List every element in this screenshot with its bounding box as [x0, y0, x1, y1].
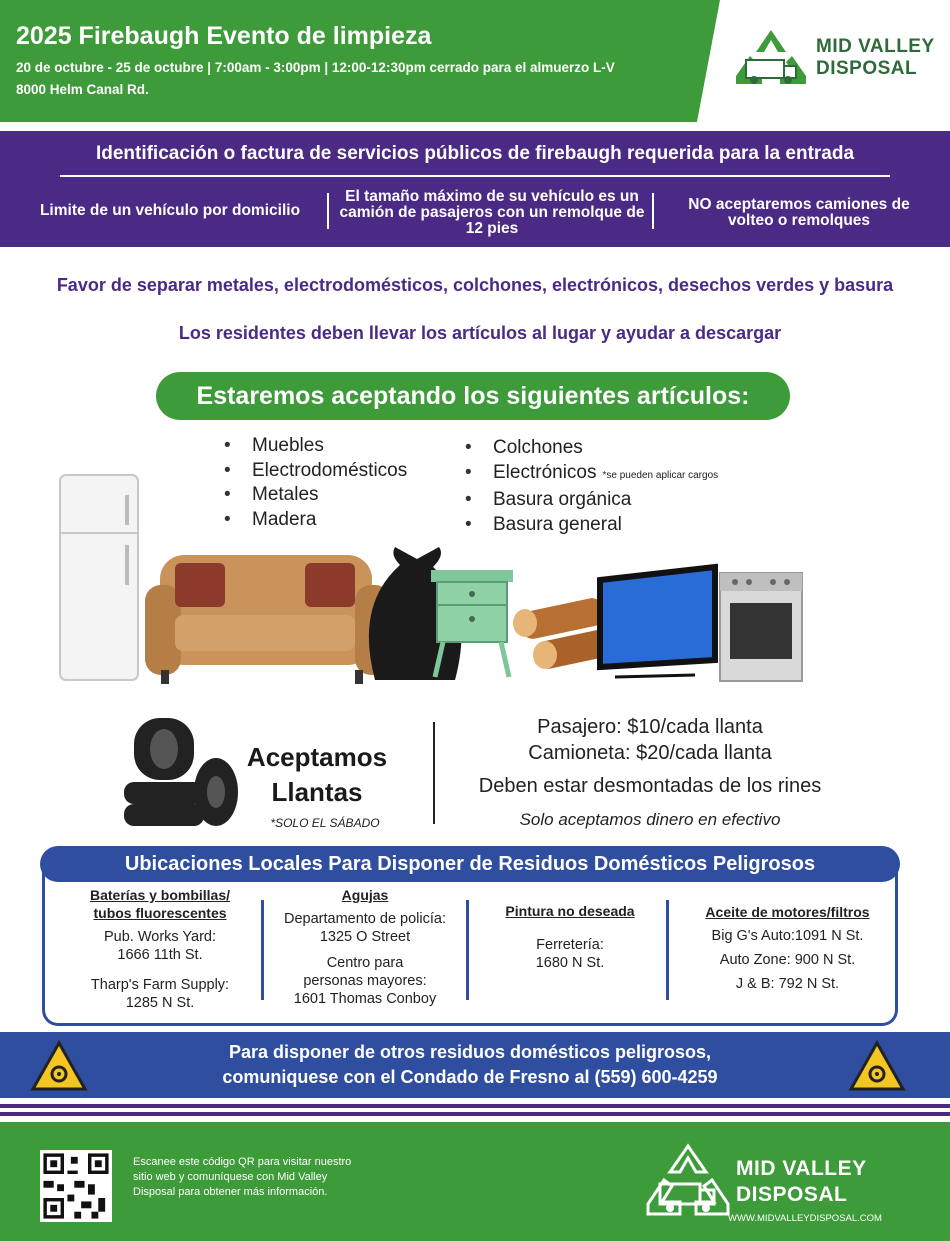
- logo-line-2: DISPOSAL: [736, 1183, 848, 1206]
- website-url[interactable]: WWW.MIDVALLEYDISPOSAL.COM: [728, 1213, 882, 1224]
- electronics-note: *se pueden aplicar cargos: [602, 469, 719, 481]
- oil-heading: Aceite de motores/filtros: [705, 904, 870, 920]
- divider: [261, 900, 264, 1000]
- vehicle-limit: Limite de un vehículo por domicilio: [39, 202, 301, 219]
- list-item: • Colchones: [463, 436, 718, 461]
- stripe: [0, 1104, 950, 1108]
- requirements-banner: [0, 131, 950, 247]
- banner-rule: [60, 175, 890, 177]
- logo-line-1: MID VALLEY: [816, 36, 935, 57]
- refrigerator-icon: [60, 475, 138, 680]
- needles-column: Agujas Departamento de policía: 1325 O Street Centro para personas mayores: 1601 Thomas Conboy: [270, 886, 460, 1008]
- event-dates: 20 de octubre - 25 de octubre | 7:00am - 3:00pm | 12:00-12:30pm cerrado para el almuerzo L-V: [16, 60, 615, 75]
- list-item: • Basura orgánica: [463, 488, 718, 513]
- batteries-column: Baterías y bombillas/ tubos fluorescentes Pub. Works Yard: 1666 11th St. Tharp's Farm Supply: 1285 N St.: [70, 886, 250, 1012]
- recycle-truck-icon: [640, 1140, 736, 1234]
- list-item: • Electrodomésticos: [222, 459, 407, 484]
- qr-instructions: Escanee este código QR para visitar nuestro sitio web y comuníquese con Mid Valley Disposal para obtener más información.: [133, 1156, 352, 1198]
- residents-instructions: Los residentes deben llevar los artículos al lugar y ayudar a descargar: [178, 323, 782, 343]
- list-item: • Basura general: [463, 513, 718, 538]
- list-item: • Madera: [222, 508, 407, 533]
- separate-instructions: Favor de separar metales, electrodomésticos, colchones, electrónicos, desechos verdes y basura: [56, 275, 894, 295]
- logo-line-1: MID VALLEY: [736, 1157, 867, 1180]
- vehicle-size: El tamaño máximo de su vehículo es un camión de pasajeros con un remolque de 12 pies: [339, 188, 645, 237]
- mid-valley-logo: [728, 26, 938, 98]
- county-line-1: Para disponer de otros residuos domésticos peligrosos,: [228, 1042, 712, 1062]
- divider: [666, 900, 669, 1000]
- paint-heading: Pintura no deseada: [505, 903, 635, 919]
- id-required-heading: Identificación o factura de servicios públicos de firebaugh requerida para la entrada: [95, 143, 855, 164]
- saturday-only: *SOLO EL SÁBADO: [270, 816, 380, 830]
- stripe: [0, 1112, 950, 1116]
- recycle-truck-icon: [728, 26, 814, 98]
- divider: [327, 193, 329, 229]
- list-item: • Metales: [222, 483, 407, 508]
- passenger-price: Pasajero: $10/cada llanta: [537, 716, 763, 738]
- truck-price: Camioneta: $20/cada llanta: [528, 742, 772, 764]
- items-illustration: [55, 455, 885, 695]
- divider: [652, 193, 654, 229]
- batteries-heading: Baterías y bombillas/ tubos fluorescentes: [89, 887, 231, 921]
- hazardous-heading: Ubicaciones Locales Para Disponer de Residuos Domésticos Peligrosos: [40, 846, 900, 882]
- mid-valley-logo-footer: [640, 1140, 900, 1234]
- rims-note: Deben estar desmontadas de los rines: [478, 775, 822, 797]
- header: [0, 0, 950, 125]
- tires-line-1: Aceptamos: [246, 742, 388, 772]
- paint-column: Pintura no deseada Ferretería: 1680 N St.: [480, 902, 660, 972]
- biohazard-icon: [30, 1040, 88, 1092]
- county-line-2: comuniquese con el Condado de Fresno al (559) 600-4259: [222, 1067, 718, 1087]
- oil-column: Aceite de motores/filtros Big G's Auto:1091 N St. Auto Zone: 900 N St. J & B: 792 N St.: [690, 900, 885, 996]
- electronics-label: Electrónicos: [493, 461, 597, 483]
- tires-icon: [120, 712, 240, 830]
- no-dump-trucks: NO aceptaremos camiones de volteo o remolques: [688, 196, 910, 229]
- divider: [466, 900, 469, 1000]
- accepted-heading: Estaremos aceptando los siguientes artículos:: [156, 372, 790, 420]
- list-item: • Muebles: [222, 434, 407, 459]
- logo-line-2: DISPOSAL: [816, 58, 918, 79]
- qr-code[interactable]: [40, 1150, 112, 1222]
- needles-heading: Agujas: [341, 887, 389, 903]
- stove-icon: [720, 573, 802, 681]
- cash-only: Solo aceptamos dinero en efectivo: [519, 810, 781, 829]
- television-icon: [600, 567, 715, 677]
- biohazard-icon: [848, 1040, 906, 1092]
- sofa-icon: [145, 555, 391, 684]
- tires-line-2: Llantas: [271, 777, 363, 807]
- event-title: 2025 Firebaugh Evento de limpieza: [16, 22, 432, 50]
- event-address: 8000 Helm Canal Rd.: [16, 82, 149, 97]
- divider: [433, 722, 435, 824]
